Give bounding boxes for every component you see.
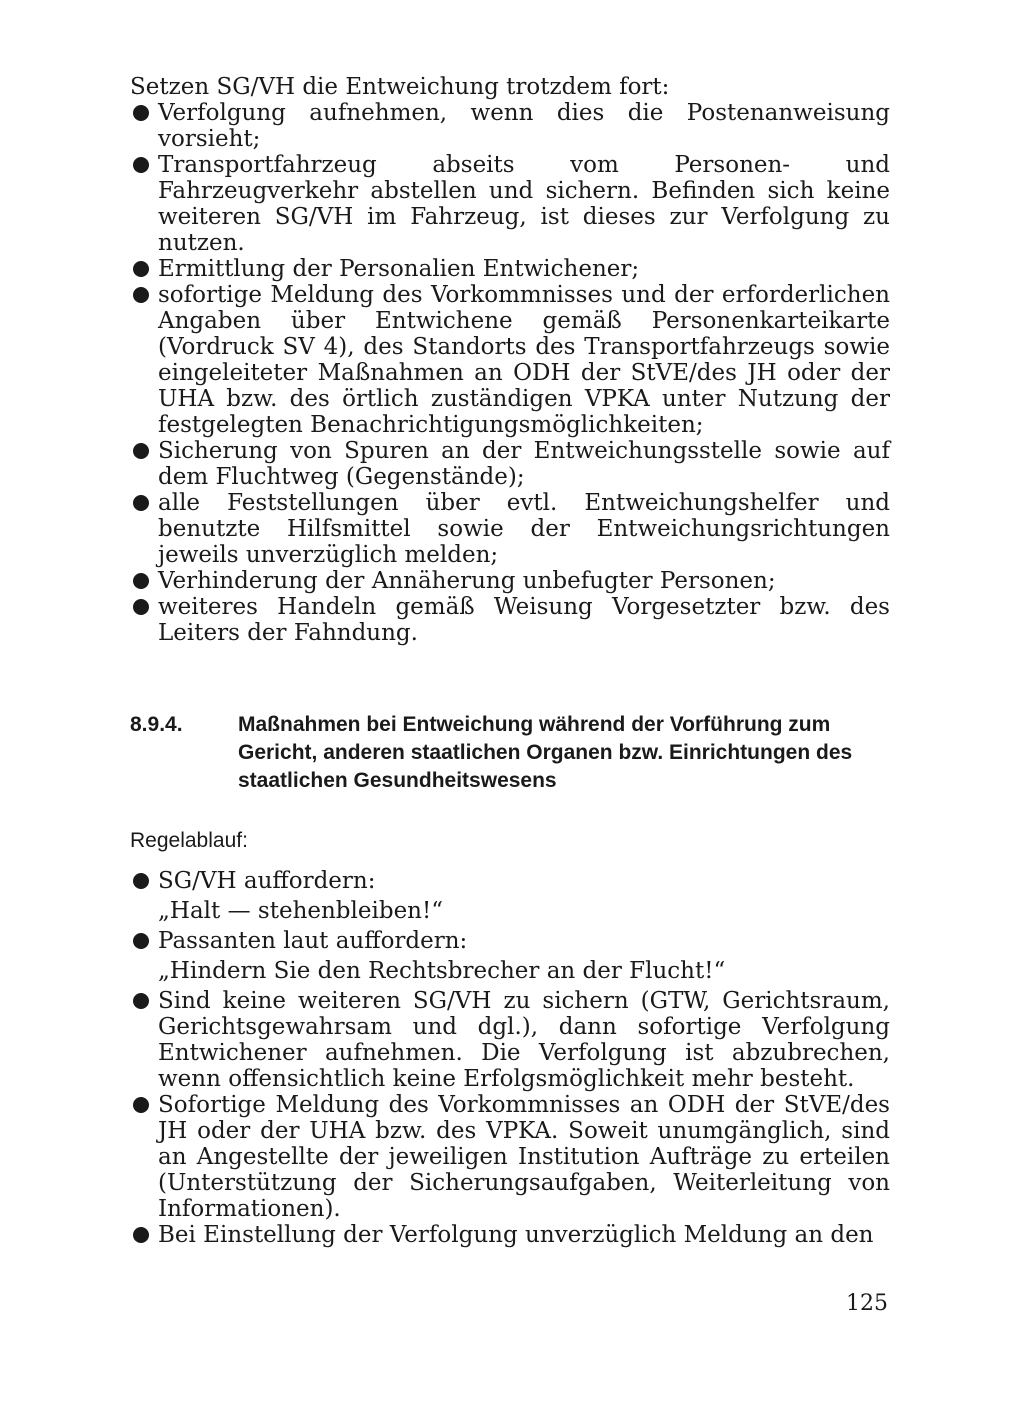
bullet-icon	[133, 287, 149, 303]
list-item: Verhinderung der Annäherung unbefugter Personen;	[130, 568, 890, 594]
list-item: Bei Einstellung der Verfolgung unverzüglich Meldung an den	[130, 1222, 890, 1248]
quote-text: „Hindern Sie den Rechtsbrecher an der Flucht!“	[158, 958, 726, 984]
bullet-icon	[133, 599, 149, 615]
list-item: Sicherung von Spuren an der Entweichungsstelle sowie auf dem Fluchtweg (Gegenstände);	[130, 438, 890, 490]
procedure-block	[130, 828, 890, 1248]
bullet-icon	[133, 573, 149, 589]
list-item: Passanten laut auffordern: „Hindern Sie den Rechtsbrecher an der Flucht!“	[130, 928, 890, 984]
bullet-icon	[133, 1097, 149, 1113]
section-title: Maßnahmen bei Entweichung während der Vorführung zum Gericht, anderen staatlichen Organen bzw. Einrichtungen des staatlichen Gesundheitswesens	[238, 713, 853, 792]
measures-block	[130, 74, 890, 646]
procedure-list	[130, 868, 890, 1248]
bullet-icon	[133, 261, 149, 277]
block-intro: Setzen SG/VH die Entweichung trotzdem fort:	[130, 74, 670, 100]
list-item: Transportfahrzeug abseits vom Personen- und Fahrzeugverkehr abstellen und sichern. Befinden sich keine weiteren SG/VH im Fahrzeug, ist dieses zur Verfolgung zu nutzen.	[130, 152, 890, 256]
list-item: Ermittlung der Personalien Entwichener;	[130, 256, 890, 282]
bullet-icon	[133, 993, 149, 1009]
list-item: sofortige Meldung des Vorkommnisses und der erforderlichen Angaben über Entwichene gemäß Personenkarteikarte (Vordruck SV 4), des Standorts des Transportfahrzeugs sowie eingeleiteter Maßnahmen an ODH der StVE/des JH oder der UHA bzw. des örtlich zuständigen VPKA unter Nutzung der festgelegten Benachrichtigungsmöglichkeiten;	[130, 282, 890, 438]
bullet-icon	[133, 105, 149, 121]
bullet-icon	[133, 873, 149, 889]
list-item: alle Feststellungen über evtl. Entweichungshelfer und benutzte Hilfsmittel sowie der Entweichungsrichtungen jeweils unverzüglich melden;	[130, 490, 890, 568]
list-item: Verfolgung aufnehmen, wenn dies die Postenanweisung vorsieht;	[130, 100, 890, 152]
quote-text: „Halt — stehenbleiben!“	[158, 898, 443, 924]
measures-list	[130, 100, 890, 646]
bullet-icon	[133, 443, 149, 459]
list-item: Sind keine weiteren SG/VH zu sichern (GTW, Gerichtsraum, Gerichtsgewahrsam und dgl.), dann sofortige Verfolgung Entwichener aufnehmen. Die Verfolgung ist abzubrechen, wenn offensichtlich keine Erfolgsmöglichkeit mehr besteht.	[130, 988, 890, 1092]
bullet-icon	[133, 157, 149, 173]
list-item: Sofortige Meldung des Vorkommnisses an ODH der StVE/des JH oder der UHA bzw. des VPKA. Soweit unumgänglich, sind an Angestellte der jeweiligen Institution Aufträge zu erteilen (Unterstützung der Sicherungsaufgaben, Weiterleitung von Informationen).	[130, 1092, 890, 1222]
page-number: 125	[846, 1291, 888, 1316]
bullet-icon	[133, 1227, 149, 1243]
bullet-icon	[133, 495, 149, 511]
bullet-icon	[133, 933, 149, 949]
list-item: weiteres Handeln gemäß Weisung Vorgesetzter bzw. des Leiters der Fahndung.	[130, 594, 890, 646]
procedure-subhead: Regelablauf:	[130, 829, 248, 852]
section-number: 8.9.4.	[130, 713, 183, 736]
list-item: SG/VH auffordern: „Halt — stehenbleiben!“	[130, 868, 890, 924]
